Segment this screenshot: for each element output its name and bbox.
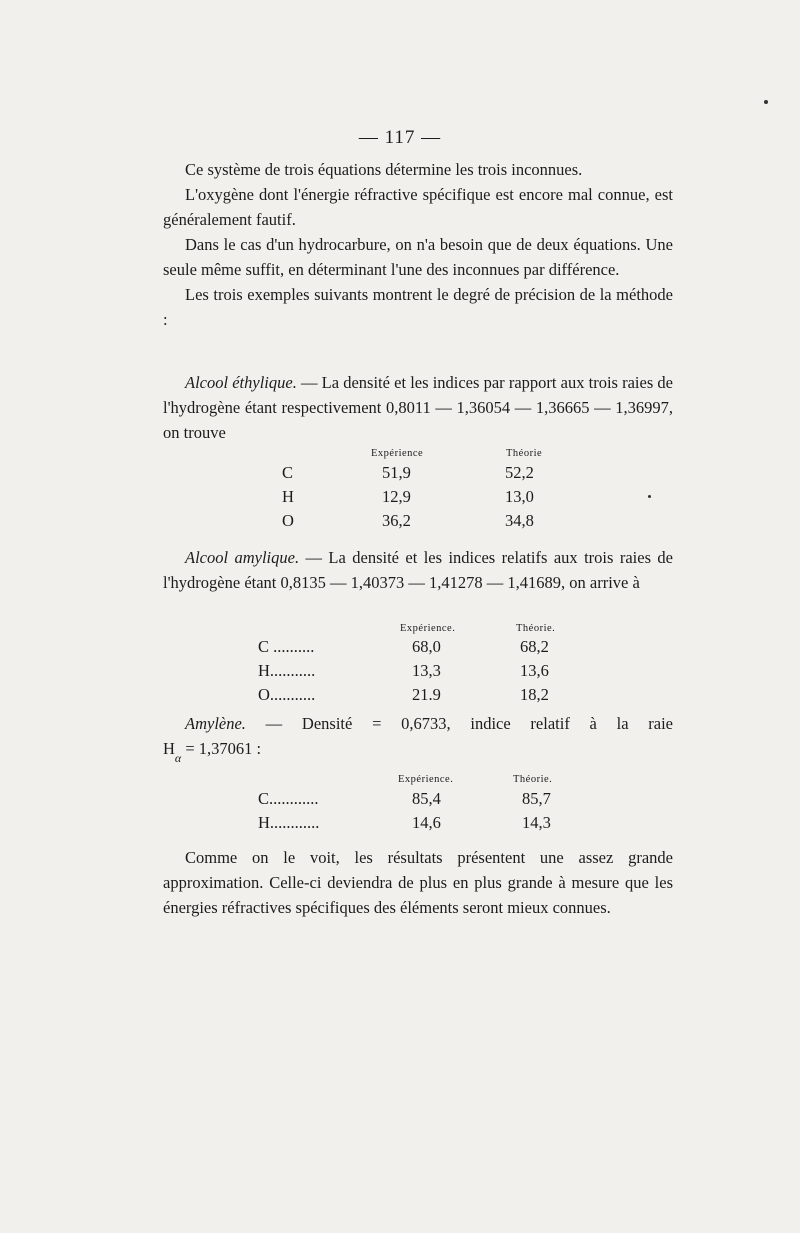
col-header-theory: Théorie. (516, 623, 556, 634)
row-theory: 34,8 (505, 511, 534, 530)
row-theory: 68,2 (520, 637, 549, 656)
row-experience: 13,3 (412, 661, 441, 680)
row-theory: 85,7 (522, 789, 551, 808)
row-element: H............ (258, 813, 320, 832)
row-element: C .......... (258, 637, 315, 656)
row-experience: 14,6 (412, 813, 441, 832)
paragraph: Comme on le voit, les résultats présentent une assez grande approximation. Celle-ci deviendra de plus en plus grande à mesure que les énergies réfractives spécifiques des éléments seront mieux connues. (163, 848, 673, 917)
paper-speck (648, 495, 651, 498)
row-theory: 18,2 (520, 685, 549, 704)
example-title: Amylène. (185, 714, 246, 733)
col-header-experience: Expérience. (398, 774, 454, 785)
row-theory: 13,0 (505, 487, 534, 506)
row-experience: 51,9 (382, 463, 411, 482)
row-element: C (282, 463, 294, 482)
row-theory: 14,3 (522, 813, 551, 832)
row-theory: 13,6 (520, 661, 549, 680)
row-element: C............ (258, 789, 319, 808)
example-text: — Densité = 0,6733, indice relatif à la raie (245, 714, 673, 733)
col-header-theory: Théorie. (513, 774, 553, 785)
example-amylene (163, 711, 673, 763)
row-element: O........... (258, 685, 316, 704)
row-experience: 36,2 (382, 511, 411, 530)
row-element: O (282, 511, 294, 530)
intro-text (163, 157, 673, 332)
row-theory: 52,2 (505, 463, 534, 482)
example-text: — La densité et les indices relatifs aux trois raies de l'hydrogène étant 0,8135 — 1,40373 — 1,41278 — 1,41689, on arrive à (163, 548, 673, 592)
conclusion-text (163, 845, 673, 920)
paragraph: Ce système de trois équations détermine les trois inconnues. (185, 160, 583, 179)
col-header-experience: Expérience (371, 448, 424, 459)
table-amyl (0, 620, 800, 710)
row-element: H........... (258, 661, 316, 680)
paragraph: L'oxygène dont l'énergie réfractive spécifique est encore mal connue, est généralement fautif. (163, 185, 673, 229)
example-text: = 1,37061 : (181, 739, 262, 758)
row-experience: 12,9 (382, 487, 411, 506)
paper-speck (764, 100, 768, 104)
paragraph: Dans le cas d'un hydrocarbure, on n'a besoin que de deux équations. Une seule même suffit, en déterminant l'une des inconnues par différence. (163, 235, 673, 279)
table-amylene (0, 772, 800, 842)
row-experience: 68,0 (412, 637, 441, 656)
row-experience: 21.9 (412, 685, 441, 704)
example-text: — La densité et les indices par rapport aux trois raies de l'hydrogène étant respectivement 0,8011 — 1,36054 — 1,36665 — 1,36997, on trouve (163, 373, 673, 442)
page-number: — 117 — (358, 127, 442, 148)
example-ethyl-alcohol (163, 370, 673, 445)
col-header-experience: Expérience. (400, 623, 456, 634)
alpha-subscript: α (174, 751, 182, 765)
example-amyl-alcohol (163, 545, 673, 595)
example-title: Alcool éthylique. (185, 373, 297, 392)
col-header-theory: Théorie (506, 448, 543, 459)
row-experience: 85,4 (412, 789, 441, 808)
table-ethyl (0, 448, 800, 538)
example-title: Alcool amylique. (185, 548, 300, 567)
hydrogen-symbol: H (163, 739, 175, 758)
row-element: H (282, 487, 294, 506)
paragraph: Les trois exemples suivants montrent le degré de précision de la méthode : (163, 285, 673, 329)
